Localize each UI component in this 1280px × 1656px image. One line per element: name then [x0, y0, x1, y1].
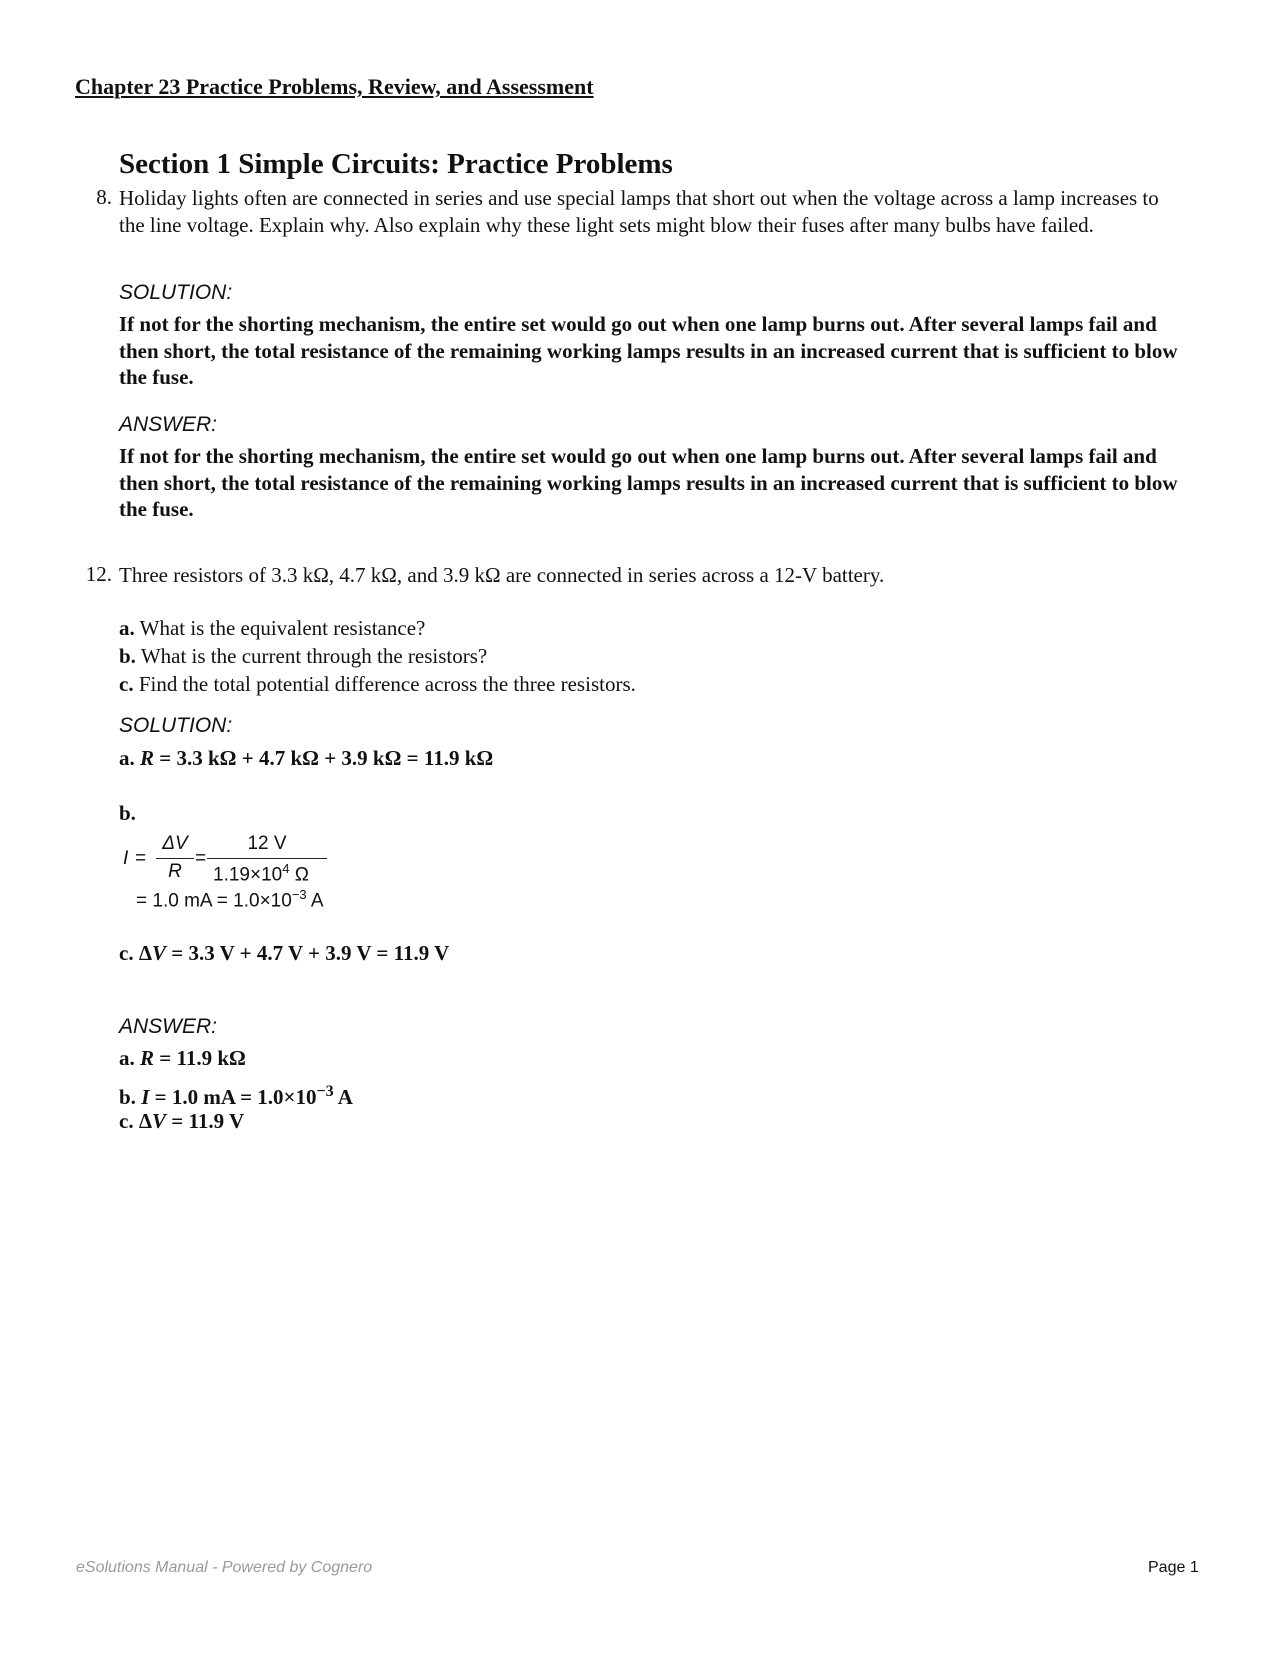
- q12-answer-a: [119, 1045, 246, 1072]
- q12-part-b: [119, 644, 487, 669]
- eq-line2-base: = 1.0 mA = 1.0×10: [136, 890, 292, 912]
- q12-part-a: [119, 616, 425, 641]
- eq-den-2: [213, 861, 309, 886]
- q8-solution-text: If not for the shorting mechanism, the entire set would go out when one lamp burns out. After several lamps fail and then short, the total resistance of the remaining working lamps results in an increased current that is sufficient to blow the fuse.: [119, 312, 1178, 389]
- question-8-text: Holiday lights often are connected in series and use special lamps that short out when the voltage across a lamp increases to the line voltage. Explain why. Also explain why these light sets might blow their fuses after many bulbs have failed.: [119, 186, 1159, 237]
- footer-publisher: eSolutions Manual - Powered by Cognero: [76, 1559, 373, 1576]
- q12-part-a-letter: a.: [119, 616, 135, 640]
- eq-I: I: [123, 848, 129, 869]
- ans-a-prefix: a.: [119, 1046, 135, 1070]
- eq-num-2: 12 V: [247, 833, 287, 854]
- q12-part-c: [119, 672, 636, 697]
- ans-c-var: V: [152, 1109, 167, 1133]
- eq-equals-1: =: [135, 848, 147, 869]
- sol-b-label: b.: [119, 801, 136, 825]
- eq-line2-exp: −3: [291, 887, 307, 902]
- q12-solution-a: [119, 745, 493, 772]
- q12-solution-label: SOLUTION:: [119, 714, 233, 737]
- eq-equals-2: =: [195, 848, 207, 869]
- q12-answer-b: [119, 1079, 353, 1111]
- q8-answer-text: If not for the shorting mechanism, the entire set would go out when one lamp burns out. After several lamps fail and then short, the total resistance of the remaining working lamps results in an increased current that is sufficient to blow the fuse.: [119, 444, 1178, 521]
- ans-b-exp: −3: [316, 1083, 334, 1100]
- q12-part-c-letter: c.: [119, 672, 134, 696]
- q8-solution-label: SOLUTION:: [119, 281, 233, 304]
- ans-b-var: I: [141, 1085, 150, 1109]
- q12-part-c-text: Find the total potential difference across the three resistors.: [138, 672, 636, 696]
- q12-solution-c: [119, 940, 449, 967]
- question-12-text: Three resistors of 3.3 kΩ, 4.7 kΩ, and 3.9 kΩ are connected in series across a 12-V battery.: [119, 563, 885, 587]
- ans-a-var: R: [140, 1046, 155, 1070]
- q12-part-b-letter: b.: [119, 644, 136, 668]
- sol-a-prefix: a.: [119, 746, 135, 770]
- fraction-bar-2: [207, 858, 327, 859]
- eq-num-1: ΔV: [162, 833, 188, 854]
- q8-answer-label: ANSWER:: [119, 413, 218, 436]
- question-12-number: 12.: [85, 562, 112, 586]
- ans-c-prefix: c. Δ: [119, 1109, 152, 1133]
- ans-b-expr: = 1.0 mA = 1.0×10: [154, 1085, 317, 1109]
- fraction-bar-1: [156, 858, 194, 859]
- ans-c-expr: = 11.9 V: [166, 1109, 245, 1133]
- q12-part-b-text: What is the current through the resistors?: [140, 644, 488, 668]
- eq-den-2-unit: Ω: [289, 864, 309, 886]
- sol-c-expr: = 3.3 V + 4.7 V + 3.9 V = 11.9 V: [166, 941, 450, 965]
- chapter-title: Chapter 23 Practice Problems, Review, and Assessment: [75, 74, 594, 99]
- question-8-number: 8.: [96, 185, 112, 209]
- ans-b-unit: A: [333, 1085, 353, 1109]
- current-equation-line-2: [136, 887, 324, 912]
- sol-a-expr: = 3.3 kΩ + 4.7 kΩ + 3.9 kΩ = 11.9 kΩ: [159, 746, 494, 770]
- q12-answer-label: ANSWER:: [119, 1015, 218, 1038]
- section-title: Section 1 Simple Circuits: Practice Problems: [119, 148, 673, 180]
- sol-a-var: R: [140, 746, 155, 770]
- sol-c-prefix: c. Δ: [119, 941, 152, 965]
- eq-den-2-exp: 4: [282, 861, 290, 876]
- eq-den-1: R: [168, 861, 182, 882]
- ans-a-expr: = 11.9 kΩ: [159, 1046, 246, 1070]
- ans-b-prefix: b.: [119, 1085, 136, 1109]
- q12-part-a-text: What is the equivalent resistance?: [139, 616, 426, 640]
- eq-line2-unit: A: [306, 890, 324, 912]
- page-number: Page 1: [1148, 1559, 1199, 1576]
- sol-c-var: V: [152, 941, 167, 965]
- q12-answer-c: [119, 1108, 244, 1135]
- eq-den-2-base: 1.19×10: [213, 864, 283, 886]
